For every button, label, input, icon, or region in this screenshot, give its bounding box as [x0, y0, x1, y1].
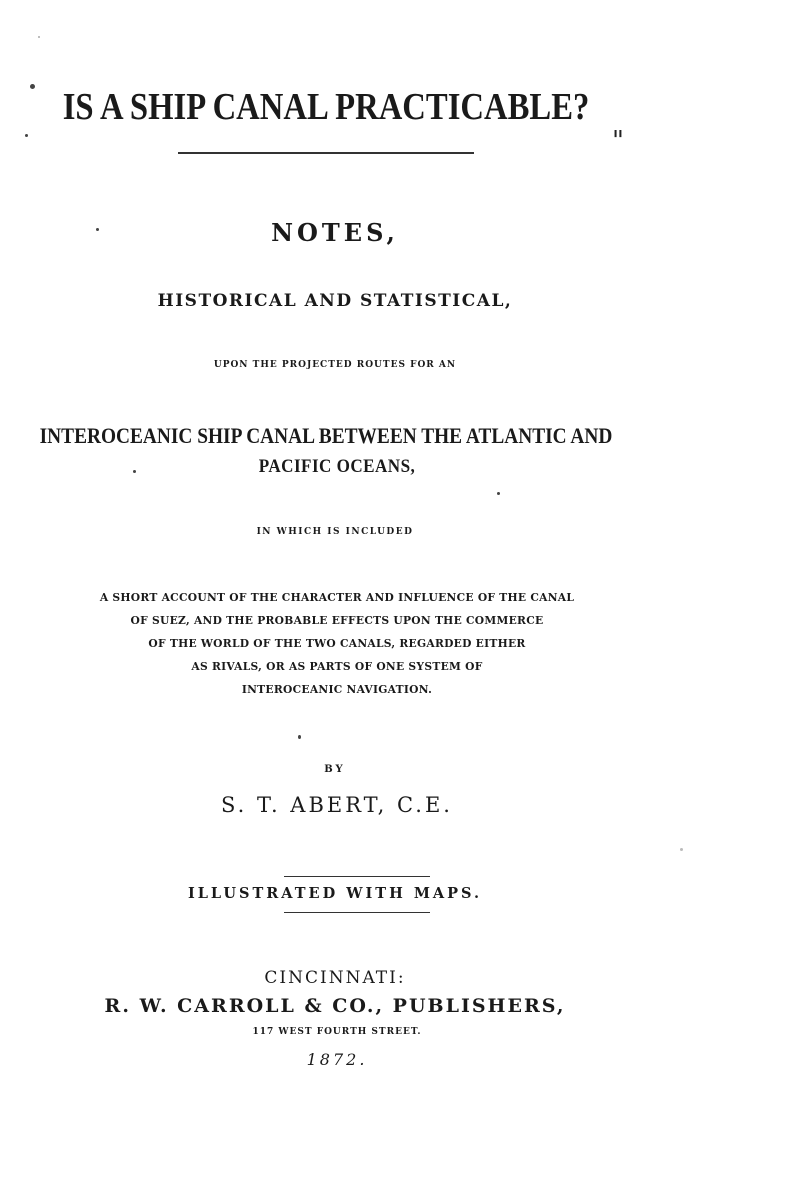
- interoceanic-line-1: INTEROCEANIC SHIP CANAL BETWEEN THE ATLANTIC AND: [39, 423, 613, 448]
- upon-line: UPON THE PROJECTED ROUTES FOR AN: [213, 360, 457, 370]
- scan-speck: [30, 84, 35, 89]
- scan-speck: [25, 134, 28, 137]
- author-name: S. T. ABERT, C.E.: [221, 793, 453, 817]
- account-line-4: AS RIVALS, OR AS PARTS OF ONE SYSTEM OF: [191, 659, 483, 673]
- scan-speck: [133, 470, 136, 473]
- illustrated-rule-bottom: [284, 912, 430, 913]
- stray-quote-mark: ": [612, 126, 624, 156]
- publisher-street: 117 WEST FOURTH STREET.: [252, 1027, 422, 1037]
- publisher-name: R. W. CARROLL & CO., PUBLISHERS,: [104, 995, 566, 1017]
- illustrated-rule-top: [284, 876, 430, 877]
- account-line-2: OF SUEZ, AND THE PROBABLE EFFECTS UPON THE COMMERCE: [130, 613, 544, 627]
- illustrated-note: ILLUSTRATED WITH MAPS.: [187, 885, 483, 902]
- historical-subtitle: HISTORICAL AND STATISTICAL,: [157, 291, 513, 311]
- account-line-1: A SHORT ACCOUNT OF THE CHARACTER AND INFLUENCE OF THE CANAL: [99, 590, 575, 604]
- scan-speck: [497, 492, 500, 495]
- notes-heading: NOTES,: [271, 218, 399, 247]
- scan-speck: [298, 735, 301, 739]
- scan-speck: [38, 36, 40, 38]
- title-divider: [178, 152, 474, 154]
- by-line: BY: [324, 764, 346, 775]
- account-line-5: INTEROCEANIC NAVIGATION.: [241, 682, 433, 696]
- scan-speck: [680, 848, 683, 851]
- publisher-city: CINCINNATI:: [264, 968, 406, 988]
- account-line-3: OF THE WORLD OF THE TWO CANALS, REGARDED EITHER: [148, 636, 526, 650]
- publication-year: 1872.: [306, 1050, 368, 1069]
- interoceanic-line-2: PACIFIC OCEANS,: [258, 456, 416, 477]
- in-which-line: IN WHICH IS INCLUDED: [256, 527, 414, 537]
- scan-speck: [96, 228, 99, 231]
- book-title: IS A SHIP CANAL PRACTICABLE?: [62, 86, 590, 128]
